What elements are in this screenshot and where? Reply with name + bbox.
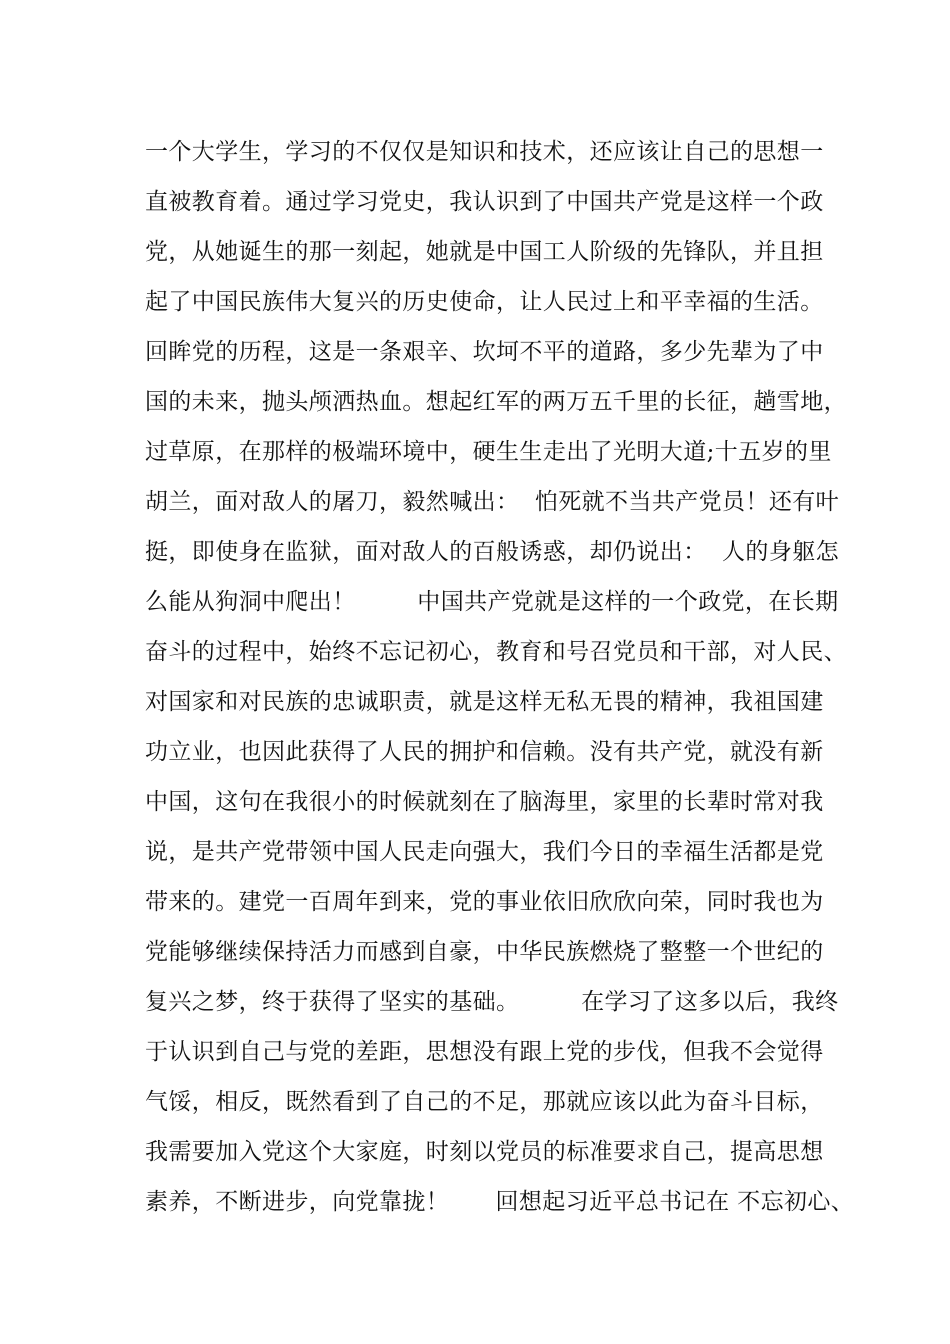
text-line-2: 直被教育着。通过学习党史，我认识到了中国共产党是这样一个政 [145,189,824,215]
text-line-19: 于认识到自己与党的差距，思想没有跟上党的步伐，但我不会觉得 [145,1039,824,1065]
text-line-4: 起了中国民族伟大复兴的历史使命，让人民过上和平幸福的生活。 [145,289,824,315]
text-line-9: 挺，即使身在监狱，面对敌人的百般诱惑，却仍说出： 人的身躯怎 [145,539,840,565]
body-text [145,127,855,1227]
text-line-18: 复兴之梦，终于获得了坚实的基础。 在学习了这多以后，我终 [145,989,839,1015]
text-line-17: 党能够继续保持活力而感到自豪，中华民族燃烧了整整一个世纪的 [145,939,824,965]
text-line-8: 胡兰，面对敌人的屠刀，毅然喊出： 怕死就不当共产党员！还有叶 [145,489,840,515]
text-line-12: 对国家和对民族的忠诚职责，就是这样无私无畏的精神，我祖国建 [145,689,824,715]
text-line-6: 国的未来，抛头颅洒热血。想起红军的两万五千里的长征，趟雪地， [145,389,847,415]
text-line-14: 中国，这句在我很小的时候就刻在了脑海里，家里的长辈时常对我 [145,789,824,815]
text-line-1: 一个大学生，学习的不仅仅是知识和技术，还应该让自己的思想一 [145,139,824,165]
text-line-21: 我需要加入党这个大家庭，时刻以党员的标准要求自己，提高思想 [145,1139,824,1165]
text-line-13: 功立业，也因此获得了人民的拥护和信赖。没有共产党，就没有新 [145,739,824,765]
text-line-5: 回眸党的历程，这是一条艰辛、坎坷不平的道路，多少先辈为了中 [145,339,824,365]
text-line-11: 奋斗的过程中，始终不忘记初心，教育和号召党员和干部，对人民、 [145,639,847,665]
text-line-22: 素养，不断进步，向党靠拢！ 回想起习近平总书记在 不忘初心、 [145,1189,855,1215]
text-line-15: 说，是共产党带领中国人民走向强大，我们今日的幸福生活都是党 [145,839,824,865]
text-line-16: 带来的。建党一百周年到来，党的事业依旧欣欣向荣，同时我也为 [145,889,824,915]
text-line-3: 党，从她诞生的那一刻起，她就是中国工人阶级的先锋队，并且担 [145,239,824,265]
text-line-10: 么能从狗洞中爬出！ 中国共产党就是这样的一个政党，在长期 [145,589,839,615]
text-line-20: 气馁，相反，既然看到了自己的不足，那就应该以此为奋斗目标， [145,1089,824,1115]
text-line-7: 过草原，在那样的极端环境中，硬生生走出了光明大道;十五岁的里 [145,439,832,465]
